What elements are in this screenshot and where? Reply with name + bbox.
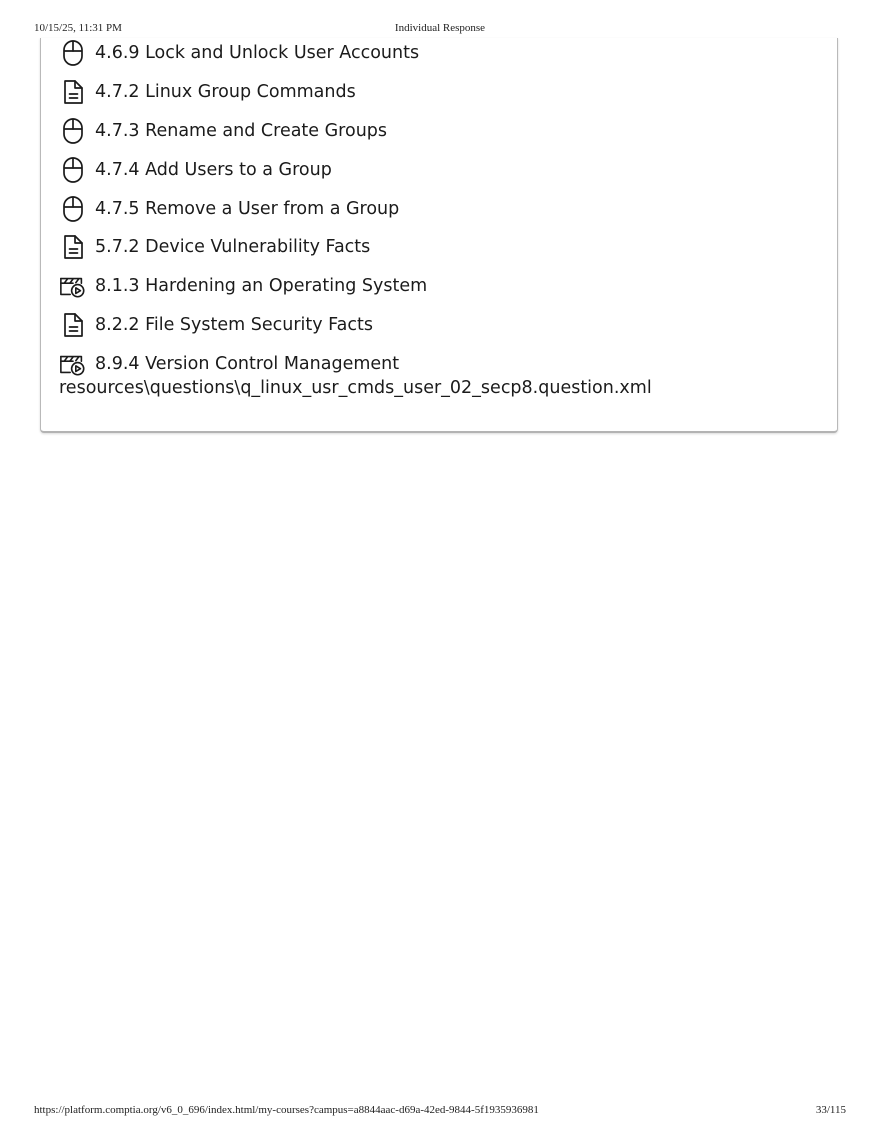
print-datetime: 10/15/25, 11:31 PM [34,22,122,34]
resource-label[interactable]: 8.2.2 File System Security Facts [95,314,373,335]
document-icon [59,78,87,106]
video-icon [59,272,87,300]
print-title: Individual Response [394,22,486,34]
video-icon [59,350,87,378]
resource-item[interactable] [59,73,827,112]
resource-item[interactable] [59,189,827,228]
resource-label[interactable]: 4.7.3 Rename and Create Groups [95,120,388,141]
print-url: https://platform.comptia.org/v6_0_696/index.html/my-courses?campus=a8844aac-d69a-42ed-9844-5f1935936981 [34,1104,539,1116]
resource-label[interactable]: 8.1.3 Hardening an Operating System [95,276,428,297]
resource-item[interactable] [59,34,827,73]
question-file-path: resources\questions\q_linux_usr_cmds_user_02_secp8.question.xml [59,378,652,398]
resource-list [59,38,827,383]
resource-label[interactable]: 8.9.4 Version Control Management [95,353,400,374]
document-icon [59,311,87,339]
resource-label[interactable]: 5.7.2 Device Vulnerability Facts [95,237,371,258]
print-page-number: 33/115 [815,1104,846,1116]
resource-label[interactable]: 4.7.5 Remove a User from a Group [95,198,400,219]
resource-item[interactable] [59,150,827,189]
print-footer [34,1104,846,1118]
resource-item[interactable] [59,267,827,306]
resource-item[interactable] [59,306,827,345]
resources-card [40,38,838,433]
resource-label[interactable]: 4.7.2 Linux Group Commands [95,82,356,103]
resource-label[interactable]: 4.6.9 Lock and Unlock User Accounts [95,43,420,64]
document-icon [59,233,87,261]
resource-label[interactable]: 4.7.4 Add Users to a Group [95,159,332,180]
mouse-icon [59,156,87,184]
resource-item[interactable] [59,228,827,267]
mouse-icon [59,117,87,145]
mouse-icon [59,195,87,223]
resource-item[interactable] [59,112,827,151]
mouse-icon [59,39,87,67]
